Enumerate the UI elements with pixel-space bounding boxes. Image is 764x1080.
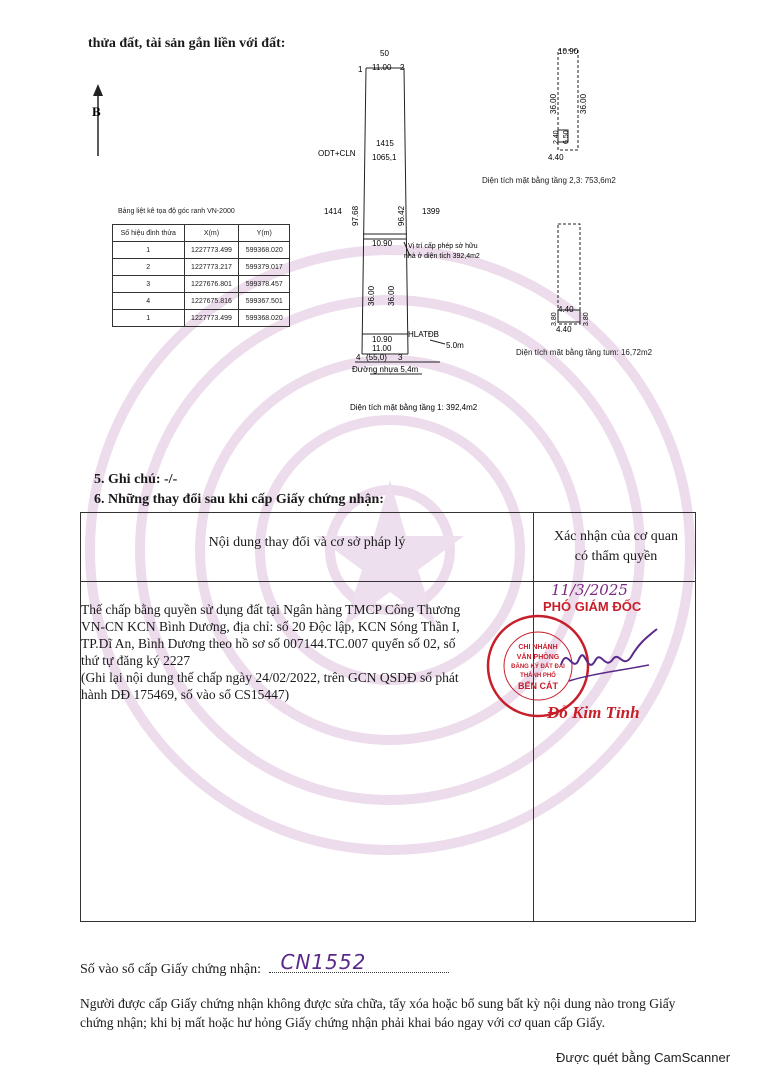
- coord-header-x: X(m): [184, 225, 239, 242]
- coord-header-y: Y(m): [239, 225, 290, 242]
- mid-width-label: 10.90: [372, 239, 393, 248]
- change-line: Thế chấp bằng quyền sử dụng đất tại Ngân hàng TMCP Công Thương: [81, 602, 461, 617]
- hlat-label: HLATĐB: [408, 330, 439, 339]
- road-label: Đường nhựa 5,4m: [352, 365, 419, 374]
- right-parcel-label: 1399: [422, 207, 440, 216]
- permit-note-line1: Vị trí cấp phép sở hữu: [408, 243, 478, 250]
- table-row: [113, 259, 290, 276]
- bottom-width-1: 10.90: [372, 335, 393, 344]
- bottom-parcel-label: (55,0): [366, 353, 387, 362]
- tum-bottom-width: 4.40: [556, 325, 572, 334]
- plan23-top-width: 10.90: [558, 47, 579, 56]
- coord-cell: 599379.017: [239, 259, 290, 276]
- col2-header-line2: có thẩm quyền: [574, 549, 658, 564]
- table-row: [113, 242, 290, 259]
- hlat-distance: 5.0m: [446, 341, 464, 350]
- coord-cell: 3: [113, 276, 185, 293]
- note-line: 5. Ghi chú: -/-: [94, 472, 178, 487]
- changes-title: 6. Những thay đổi sau khi cấp Giấy chứng nhận:: [94, 492, 384, 507]
- coord-cell: 1227675.816: [184, 293, 239, 310]
- change-line: hành DĐ 175469, số vào sổ CS15447): [81, 687, 290, 702]
- tum-caption: Diện tích mặt bằng tầng tum: 16,72m2: [516, 348, 653, 357]
- sign-date: 11/3/2025: [551, 581, 628, 599]
- left-length-label: 97.68: [351, 205, 360, 226]
- top-parcel-label: 50: [380, 49, 389, 58]
- signer-name: Đỗ Kim Tỉnh: [547, 703, 640, 722]
- change-line: (Ghi lại nội dung thế chấp ngày 24/02/2022, trên GCN QSDĐ số phát: [81, 670, 459, 685]
- north-label: B: [92, 104, 101, 119]
- stamp-line1: CHI NHÁNH: [518, 644, 558, 651]
- top-width-label: 11.00: [372, 63, 392, 72]
- register-line: [80, 950, 449, 978]
- plan23-bottom-width: 4.40: [548, 153, 564, 162]
- left-parcel-label: 1414: [324, 207, 342, 216]
- register-dots: [269, 950, 449, 974]
- sign-title: PHÓ GIÁM ĐỐC: [543, 599, 642, 614]
- coord-cell: 599378.457: [239, 276, 290, 293]
- coord-cell: 1227676.801: [184, 276, 239, 293]
- plan23-caption: Diện tích mặt bằng tầng 2,3: 753,6m2: [482, 176, 616, 185]
- plan23-inner-2: 2.40: [553, 130, 560, 144]
- coord-cell: 1227773.499: [184, 242, 239, 259]
- section-title: thửa đất, tài sản gắn liền với đất:: [88, 36, 286, 51]
- corner-3-label: 3: [398, 353, 403, 362]
- coord-cell: 4: [113, 293, 185, 310]
- tum-left-len: 3.80: [551, 312, 558, 326]
- land-type-label: ODT+CLN: [318, 149, 356, 158]
- coord-table-title: Bảng liệt kê tọa độ góc ranh VN-2000: [118, 208, 235, 215]
- coord-table: [112, 224, 290, 327]
- plan23-left-len: 36.00: [549, 93, 558, 114]
- signature-icon: [557, 625, 677, 695]
- scanner-watermark: Được quét bằng CamScanner: [556, 1050, 731, 1065]
- tum-right-len: 3.80: [583, 312, 590, 326]
- bottom-width-2: 11.00: [372, 344, 392, 353]
- floor-tum-plan: [540, 214, 620, 334]
- permit-note-line2: nhà ở diện tích 392,4m2: [404, 253, 480, 260]
- stamp-line5: BẾN CÁT: [518, 681, 558, 691]
- floor-2-3-plan: [536, 40, 656, 190]
- footer-warning: Người được cấp Giấy chứng nhận không được sửa chữa, tẩy xóa hoặc bổ sung bất kỳ nội dung nào trong Giấy chứng nhận; khi bị mất hoặc hư hỏng Giấy chứng nhận phải khai báo ngay với cơ quan cấp Giấy.: [80, 996, 676, 1030]
- stamp-line2: VĂN PHÒNG: [516, 654, 560, 661]
- north-arrow-icon: [88, 84, 108, 158]
- change-line: VN-CN KCN Bình Dương, địa chỉ: số 20 Độc lập, KCN Sóng Thần I,: [81, 619, 460, 634]
- col2-header-line1: Xác nhận của cơ quan: [553, 529, 678, 544]
- plan23-inner-1: 6.50: [563, 130, 570, 144]
- coord-cell: 599368.020: [239, 310, 290, 327]
- table-row: [113, 293, 290, 310]
- floor1-area-label: Diện tích mặt bằng tầng 1: 392,4m2: [350, 403, 478, 412]
- changes-col2-header: [535, 527, 697, 567]
- coord-cell: 1: [113, 310, 185, 327]
- register-label: Số vào sổ cấp Giấy chứng nhận:: [80, 962, 261, 977]
- parcel-number-label: 1415: [376, 139, 394, 148]
- changes-table: [80, 512, 696, 922]
- coord-cell: 1227773.217: [184, 259, 239, 276]
- changes-col1-header: Nội dung thay đổi và cơ sở pháp lý: [208, 535, 406, 550]
- corner-2-label: 2: [400, 63, 405, 72]
- coord-cell: 1227773.499: [184, 310, 239, 327]
- tum-top-width: 4.40: [558, 305, 574, 314]
- change-line: TP.Dĩ An, Bình Dương theo hồ sơ số 007144.TC.007 quyển số 02, số: [81, 636, 456, 651]
- coord-cell: 599367.501: [239, 293, 290, 310]
- right-length-label: 96.42: [397, 205, 406, 226]
- table-row: [113, 276, 290, 293]
- change-content: [81, 601, 533, 703]
- coord-cell: 1: [113, 242, 185, 259]
- house-left-length: 36.00: [367, 285, 376, 306]
- stamp-line4: THÀNH PHỐ: [520, 673, 556, 679]
- coord-cell: 2: [113, 259, 185, 276]
- coord-cell: 599368.020: [239, 242, 290, 259]
- stamp-line3: ĐĂNG KÝ ĐẤT ĐAI: [511, 664, 565, 670]
- house-right-length: 36.00: [387, 285, 396, 306]
- corner-4-label: 4: [356, 353, 361, 362]
- parcel-diagram: [300, 44, 540, 414]
- table-row: [113, 310, 290, 327]
- register-number: CN1552: [280, 950, 367, 974]
- change-line: thứ tự đăng ký 2227: [81, 653, 191, 668]
- coord-header-point: Số hiệu đỉnh thửa: [113, 225, 185, 242]
- corner-1-label: 1: [358, 65, 363, 74]
- parcel-area-label: 1065,1: [372, 153, 397, 162]
- plan23-right-len: 36.00: [579, 93, 588, 114]
